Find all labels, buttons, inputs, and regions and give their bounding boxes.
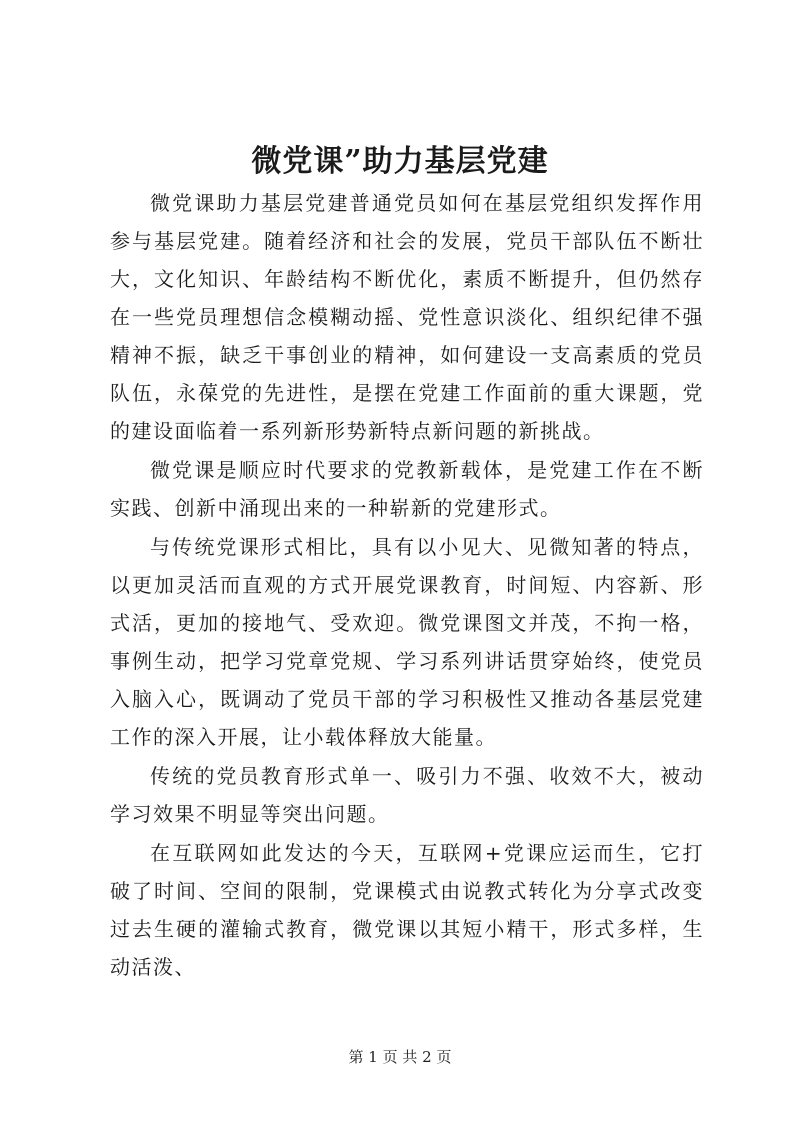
document-title: 微党课”助力基层党建 [251,144,549,179]
paragraph: 微党课是顺应时代要求的党教新载体，是党建工作在不断实践、创新中涌现出来的一种崭新的党建形式。 [110,458,704,520]
paragraph: 传统的党员教育形式单一、吸引力不强、收效不大，被动学习效果不明显等突出问题。 [110,764,704,826]
paragraph: 微党课助力基层党建普通党员如何在基层党组织发挥作用参与基层党建。随着经济和社会的发展，党员干部队伍不断壮大，文化知识、年龄结构不断优化，素质不断提升，但仍然存在一些党员理想信念模糊动摇、党性意识淡化、组织纪律不强精神不振，缺乏干事创业的精神，如何建设一支高素质的党员队伍，永葆党的先进性，是摆在党建工作面前的重大课题，党的建设面临着一系列新形势新特点新问题的新挑战。 [110,191,704,443]
page-number: 第 1 页 共 2 页 [348,1048,452,1066]
paragraph: 与传统党课形式相比，具有以小见大、见微知著的特点，以更加灵活而直观的方式开展党课教育，时间短、内容新、形式活，更加的接地气、受欢迎。微党课图文并茂，不拘一格，事例生动，把学习党章党规、学习系列讲话贯穿始终，使党员入脑入心，既调动了党员干部的学习积极性又推动各基层党建工作的深入开展，让小载体释放大能量。 [110,535,704,749]
document-body [110,184,704,986]
paragraph: 在互联网如此发达的今天，互联网+党课应运而生，它打破了时间、空间的限制，党课模式由说教式转化为分享式改变过去生硬的灌输式教育，微党课以其短小精干，形式多样，生动活泼、 [110,841,704,979]
